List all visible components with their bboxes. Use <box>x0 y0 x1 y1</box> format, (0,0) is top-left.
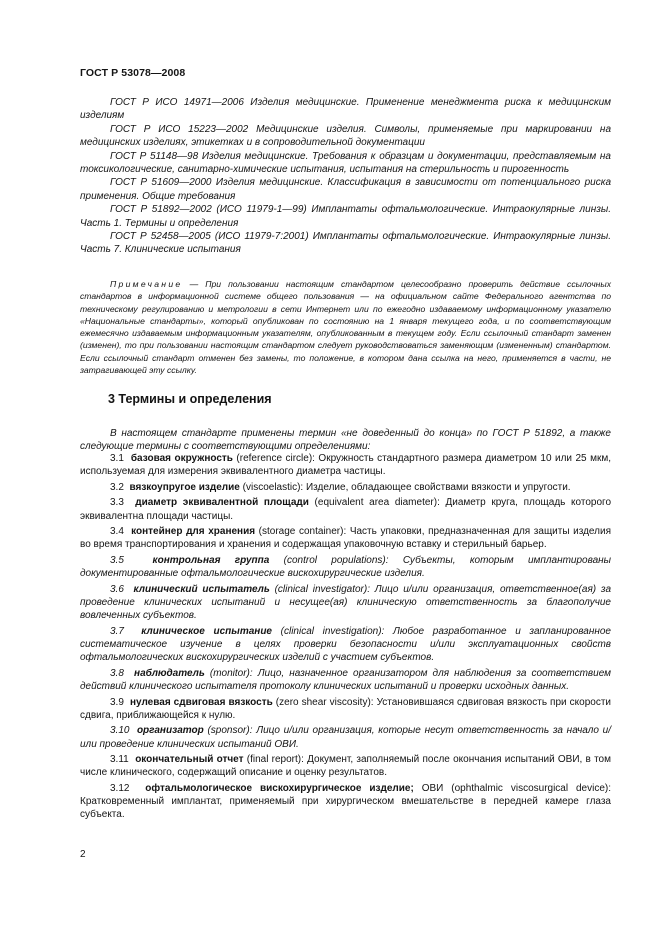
reference-note <box>80 278 611 376</box>
term-number: 3.7 <box>110 625 124 637</box>
term-number: 3.6 <box>110 583 124 595</box>
reference-entry: ГОСТ Р ИСО 15223—2002 Медицинские изделия. Символы, применяемые при маркировании на медицинских изделиях, этикетках и в сопроводительной документации <box>80 123 611 149</box>
term-number: 3.10 <box>110 725 130 737</box>
term-entry <box>80 583 611 623</box>
term-name: наблюдатель <box>134 667 205 679</box>
term-entry <box>80 554 611 580</box>
term-definition: (control populations): Субъекты, которым имплантированы документированные офтальмологические вискохирургические изделия. <box>80 554 612 580</box>
document-header: ГОСТ Р 53078—2008 <box>80 67 186 79</box>
reference-entry: ГОСТ Р 51892—2002 (ИСО 11979-1—99) Имплантаты офтальмологические. Интраокулярные линзы. Часть 1. Термины и определения <box>80 204 611 229</box>
term-name: организатор <box>136 725 204 737</box>
term-entry <box>80 625 611 665</box>
term-name: вязкоупругое изделие <box>129 481 240 493</box>
term-number: 3.9 <box>110 696 124 708</box>
reference-entry: ГОСТ Р 51609—2000 Изделия медицинские. Классификация в зависимости от потенциального риска применения. Общие требования <box>80 177 611 202</box>
term-entry <box>80 667 611 693</box>
page-number: 2 <box>80 849 86 860</box>
term-entry <box>80 782 611 822</box>
reference-entry: ГОСТ Р ИСО 14971—2006 Изделия медицинские. Применение менеджмента риска к медицинским изделиям <box>80 97 611 122</box>
term-number: 3.3 <box>110 497 124 509</box>
term-name: клиническое испытание <box>141 625 272 637</box>
section-title: 3 Термины и определения <box>108 392 272 406</box>
term-definition: (final report): Документ, заполняемый после окончания испытаний ОВИ, в том числе клинического, содержащий описание и оценку результатов. <box>80 754 611 779</box>
term-definition: (reference circle): Окружность стандартного размера диаметром 10 или 25 мкм, используемая для измерения эквивалентного диаметра частицы. <box>80 453 611 478</box>
term-entry <box>80 724 611 750</box>
term-definition: (monitor): Лицо, назначенное организатором для наблюдения за соответствием действий клинического испытателя протоколу клинических испытаний и проверки исходных данных. <box>80 667 612 692</box>
term-name: диаметр эквивалентной площади <box>135 497 309 509</box>
normative-references <box>80 96 611 257</box>
terms-list <box>80 452 611 824</box>
term-name: контрольная группа <box>152 554 270 566</box>
term-number: 3.4 <box>110 526 124 538</box>
term-entry <box>80 525 611 551</box>
term-entry <box>80 481 611 494</box>
note-label: Примечание <box>110 279 183 289</box>
section-intro: В настоящем стандарте применены термин «не доведенный до конца» по ГОСТ Р 51892, а также следующие термины с соответствующими определениями: <box>80 428 611 453</box>
term-definition: (zero shear viscosity): Установившаяся сдвиговая вязкость при скорости сдвига, приближающейся к нулю. <box>80 696 611 721</box>
term-definition: ОВИ (ophthalmic viscosurgical device): Кратковременный имплантат, применяемый при хирургическом вмешательстве в передней камере глаза субъекта. <box>80 782 612 821</box>
term-entry <box>80 696 611 722</box>
note-text: — При пользовании настоящим стандартом целесообразно проверить действие ссылочных стандартов в информационной системе общего пользования — на официальном сайте Федерального агентства по техническому регулированию и метрологии в сети Интернет или по ежегодно издаваемому информационному указателю «Национальные стандарты», который опубликован по состоянию на 1 января текущего года, и по соответствующим ежемесячно издаваемым информационным указателям, опубликованным в текущем году. Если ссылочный стандарт заменен (изменен), то при пользовании настоящим стандартом следует руководствоваться заменяющим (измененным) стандартом. Если ссылочный стандарт отменен без замены, то положение, в котором дана ссылка на него, применяется в части, не затрагивающей эту ссылку. <box>80 279 611 376</box>
term-number: 3.2 <box>110 481 124 493</box>
term-definition: (storage container): Часть упаковки, предназначенная для защиты изделия во время транспортирования и хранения и содержащая упаковочную вставку и стерильный барьер. <box>80 526 611 551</box>
term-definition: (clinical investigation): Любое разработанное и запланированное систематическое изучение в целях проверки безопасности и/или эксплуатационных свойств офтальмологических вискохирургических изделий с участием субъектов. <box>80 625 611 664</box>
term-entry <box>80 496 611 522</box>
term-name: окончательный отчет <box>135 754 244 766</box>
term-definition: (clinical investigator): Лицо и/или организация, ответственное(ая) за проведение клинических испытаний и несущее(ая) клиническую ответственность за благополучие вовлеченных субъектов. <box>80 583 612 622</box>
term-number: 3.1 <box>110 453 124 464</box>
term-name: нулевая сдвиговая вязкость <box>129 696 273 708</box>
term-entry <box>80 452 611 478</box>
term-name: офтальмологическое вискохирургическое изделие; <box>145 782 414 794</box>
reference-entry: ГОСТ Р 52458—2005 (ИСО 11979-7:2001) Имплантаты офтальмологические. Интраокулярные линзы. Часть 7. Клинические испытания <box>80 231 611 256</box>
term-number: 3.8 <box>110 667 124 679</box>
term-name: клинический испытатель <box>133 583 270 595</box>
term-entry <box>80 753 611 779</box>
term-number: 3.11 <box>110 754 129 766</box>
reference-entry: ГОСТ Р 51148—98 Изделия медицинские. Требования к образцам и документации, представляемым на токсикологические, санитарно-химические испытания, испытания на стерильность и пирогенность <box>80 150 611 176</box>
term-number: 3.5 <box>110 554 124 566</box>
term-name: контейнер для хранения <box>131 526 256 538</box>
term-definition: (viscoelastic): Изделие, обладающее свойствами вязкости и упругости. <box>239 481 571 493</box>
term-definition: (sponsor): Лицо и/или организация, которые несут ответственность за начало и/или проведение клинических испытаний ОВИ. <box>80 725 611 750</box>
term-name: базовая окружность <box>130 453 233 464</box>
term-definition: (equivalent area diameter): Диаметр круга, площадь которого эквивалентна площади частицы. <box>80 497 611 522</box>
term-number: 3.12 <box>110 782 130 794</box>
